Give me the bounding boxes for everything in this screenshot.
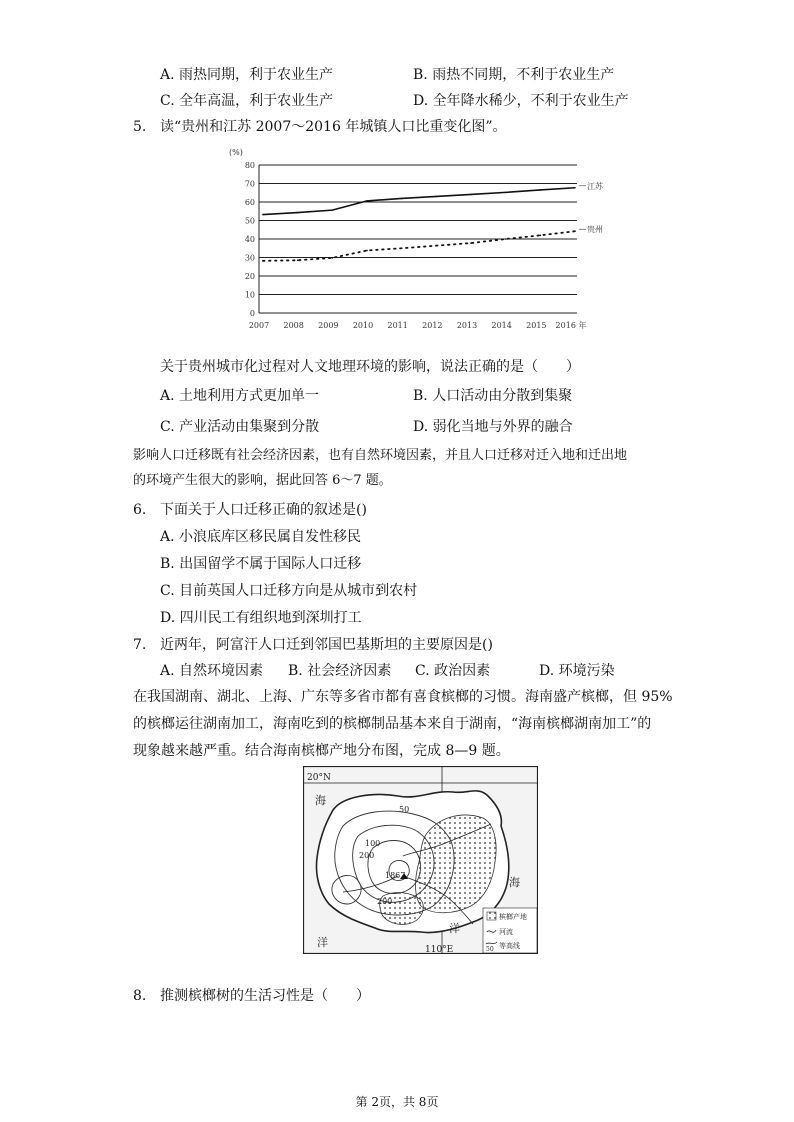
q4-option-c: C. 全年高温，利于农业生产	[160, 93, 334, 109]
q7-number: 7.	[133, 637, 147, 653]
q6-option-c: C. 目前英国人口迁移方向是从城市到农村	[160, 583, 418, 599]
lon-label: 110°E	[425, 945, 454, 954]
data-point-江苏	[332, 209, 334, 211]
q6-option-a: A. 小浪底库区移民属自发性移民	[160, 529, 362, 545]
page-footer: 第 2页，共 8页	[355, 1095, 439, 1109]
contour-label-1867: 1867	[385, 871, 406, 880]
x-tick-label: 2016 年	[555, 321, 587, 330]
q5-question: 关于贵州城市化过程对人文地理环境的影响，说法正确的是（ ）	[160, 359, 580, 375]
q5-option-b: B. 人口活动由分散到集聚	[413, 388, 573, 404]
q5-option-d: D. 弱化当地与外界的融合	[413, 419, 573, 435]
legend-areca-label: 槟榔产地	[499, 913, 527, 921]
q7-option-a: A. 自然环境因素	[160, 663, 264, 679]
intro-8-9-line1: 在我国湖南、湖北、上海、广东等多省市都有喜食槟榔的习惯。海南盛产槟榔，但 95%	[133, 689, 673, 705]
contour-label-200-a: 200	[359, 851, 375, 860]
x-tick-label: 2009	[318, 321, 339, 330]
y-tick-label: 60	[244, 198, 255, 207]
y-tick-label: 80	[244, 161, 255, 170]
x-tick-label: 2011	[387, 321, 408, 330]
data-point-贵州	[470, 242, 472, 244]
q7-option-b: B. 社会经济因素	[288, 663, 392, 679]
q6-number: 6.	[133, 502, 147, 518]
q6-option-b: B. 出国留学不属于国际人口迁移	[160, 556, 362, 572]
q7-option-d: D. 环境污染	[539, 663, 615, 679]
q8-number: 8.	[133, 988, 147, 1004]
intro-6-7-line1: 影响人口迁移既有社会经济因素，也有自然环境因素，并且人口迁移对迁入地和迁出地	[133, 448, 628, 463]
data-point-江苏	[574, 187, 576, 189]
q4-option-d: D. 全年降水稀少，不利于农业生产	[413, 93, 629, 109]
y-tick-label: 70	[244, 179, 255, 189]
data-point-贵州	[574, 230, 576, 232]
data-point-江苏	[505, 192, 507, 194]
data-point-江苏	[436, 196, 438, 198]
data-point-贵州	[436, 245, 438, 247]
data-point-贵州	[540, 235, 542, 237]
data-point-贵州	[262, 260, 264, 262]
contour-label-50: 50	[399, 805, 410, 814]
q4-option-a: A. 雨热同期，利于农业生产	[160, 67, 334, 83]
q6-option-d: D. 四川民工有组织地到深圳打工	[160, 610, 362, 626]
data-point-贵州	[366, 250, 368, 252]
data-point-江苏	[540, 189, 542, 191]
q5-number: 5.	[133, 119, 147, 135]
legend-areca-swatch	[487, 912, 496, 920]
y-tick-label: 10	[244, 290, 255, 300]
q7-option-c: C. 政治因素	[415, 663, 491, 679]
y-tick-label: 50	[244, 216, 255, 226]
q7-stem: 近两年，阿富汗人口迁到邻国巴基斯坦的主要原因是()	[160, 637, 493, 653]
q5-option-a: A. 土地利用方式更加单一	[160, 388, 320, 404]
intro-8-9-line2: 的槟榔运往湖南加工，海南吃到的槟榔制品基本来自于湖南，“海南槟榔湖南加工”的	[133, 716, 652, 732]
y-tick-label: 0	[249, 309, 255, 318]
x-tick-label: 2015	[526, 321, 547, 330]
data-point-江苏	[470, 194, 472, 196]
q8-stem: 推测槟榔树的生活习性是（ ）	[160, 988, 370, 1004]
x-tick-label: 2010	[352, 321, 374, 330]
series-line-贵州	[263, 231, 575, 261]
data-point-贵州	[297, 259, 299, 261]
q4-option-b: B. 雨热不同期，不利于农业生产	[413, 67, 615, 83]
chart-y-ticks	[245, 161, 255, 318]
y-tick-label: 20	[244, 272, 255, 281]
q5-option-c: C. 产业活动由集聚到分散	[160, 419, 320, 435]
chart-grid	[259, 165, 577, 313]
y-tick-label: 40	[244, 235, 255, 244]
data-point-贵州	[401, 247, 403, 249]
q5-stem: 读“贵州和江苏 2007～2016 年城镇人口比重变化图”。	[160, 119, 507, 135]
legend-river-label: 河流	[499, 928, 513, 936]
urbanization-line-chart	[225, 143, 610, 333]
legend-contour-value: 50	[486, 946, 494, 953]
sea-label-left: 海	[315, 794, 326, 807]
legend-contour-label: 等高线	[499, 942, 520, 950]
x-tick-label: 2008	[283, 321, 304, 330]
sea-label-left-bottom: 洋	[317, 936, 328, 949]
lat-label: 20°N	[307, 773, 331, 783]
data-point-贵州	[332, 257, 334, 259]
series-label-贵州: 贵州	[587, 225, 603, 235]
x-tick-label: 2013	[456, 321, 478, 330]
series-label-江苏: 江苏	[587, 181, 603, 191]
chart-series	[262, 181, 604, 262]
sea-label-bottom: 洋	[449, 922, 460, 935]
intro-8-9-line3: 现象越来越严重。结合海南槟榔产地分布图，完成 8—9 题。	[133, 743, 510, 759]
x-tick-label: 2014	[491, 321, 512, 330]
data-point-江苏	[297, 212, 299, 214]
data-point-江苏	[262, 214, 264, 216]
intro-6-7-line2: 的环境产生很大的影响，据此回答 6～7 题。	[133, 473, 392, 488]
hainan-areca-map	[303, 766, 538, 954]
q6-stem: 下面关于人口迁移正确的叙述是()	[160, 502, 367, 518]
data-point-贵州	[505, 238, 507, 240]
x-tick-label: 2007	[248, 321, 270, 330]
chart-y-unit: (%)	[229, 148, 243, 157]
chart-x-ticks	[249, 320, 587, 330]
y-tick-label: 30	[244, 253, 255, 263]
data-point-江苏	[401, 198, 403, 200]
sea-label-right: 海	[509, 876, 520, 889]
contour-label-100: 100	[365, 839, 381, 848]
data-point-江苏	[366, 200, 368, 202]
series-line-江苏	[263, 188, 575, 215]
x-tick-label: 2012	[422, 321, 443, 330]
contour-label-200-b: 200	[377, 897, 393, 906]
